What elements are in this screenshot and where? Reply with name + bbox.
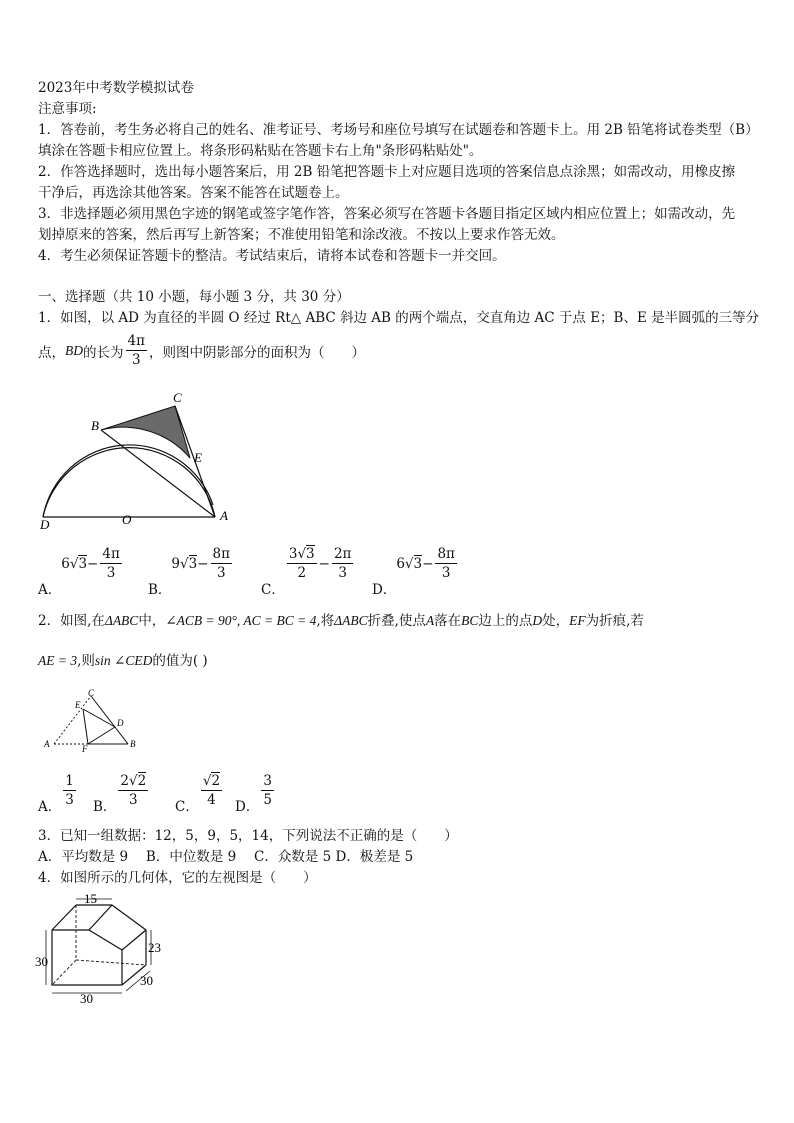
q1-option-b: B． 9 √ 3 − $\frac{8\pi}{3}$ (148, 546, 230, 598)
q1-arc-bd: BD (65, 342, 83, 358)
q1-pre: 点， (38, 344, 65, 361)
exam-page (38, 78, 768, 329)
svg-text:C: C (88, 688, 95, 698)
q1-mid: 的长为 (83, 344, 124, 361)
q1-post: ，则图中阴影部分的面积为（ ） (148, 344, 365, 361)
svg-text:A: A (44, 739, 50, 749)
svg-text:D: D (117, 718, 124, 728)
svg-text:30: 30 (80, 991, 93, 1006)
q2-option-b: B． $\frac{2√2}{3}$ (93, 773, 147, 815)
q3-options: A．平均数是 9 B．中位数是 9 C．众数是 5 D．极差是 5 (38, 849, 414, 865)
svg-text:E: E (75, 700, 81, 710)
q2-option-a: A． $\frac{1}{3}$ (38, 773, 74, 815)
note-line: 4．考生必须保证答题卡的整洁。考试结束后，请将本试卷和答题卡一并交回。 (38, 248, 506, 264)
q1-line2 (38, 332, 365, 369)
q1-option-a: A． 6 √ 3 − $\frac{4\pi}{3}$ (38, 546, 120, 598)
q2-option-c: C． $\frac{√2}{4}$ (175, 773, 221, 815)
q1-line1: 1．如图，以 AD 为直径的半圆 O 经过 Rt△ ABC 斜边 AB 的两个端点，交直角边 AC 于点 E；B、E 是半圆弧的三等分 (38, 310, 760, 326)
svg-text:F: F (82, 744, 88, 753)
q4-figure (34, 890, 174, 1010)
q1-option-c: C． $\frac{3√3}{2}$ − $\frac{2\pi}{3}$ (261, 546, 352, 598)
note-line: 干净后，再选涂其他答案。答案不能答在试题卷上。 (38, 185, 349, 201)
fig-label-e: E (194, 450, 202, 465)
q2-line2: AE = 3,则sin ∠CED的值为( ) (38, 653, 208, 669)
note-line: 划掉原来的答案，然后再写上新答案；不准使用铅笔和涂改液。不按以上要求作答无效。 (38, 227, 565, 243)
q2-option-d: D． $\frac{3}{5}$ (235, 773, 272, 815)
fig-label-a: A (220, 508, 228, 523)
q1-arc-length: $\frac{4\pi}{3}$ (127, 333, 145, 368)
svg-text:15: 15 (84, 891, 97, 906)
note-line: 3．非选择题必须用黑色字迹的钢笔或签字笔作答，答案必须写在答题卡各题目指定区域内相应位置上；如需改动，先 (38, 206, 736, 222)
exam-title: 2023年中考数学模拟试卷 (38, 80, 194, 96)
note-line: 填涂在答题卡相应位置上。将条形码粘贴在答题卡右上角"条形码粘贴处"。 (38, 143, 483, 159)
note-line: 1．答卷前，考生务必将自己的姓名、准考证号、考场号和座位号填写在试题卷和答题卡上。用 2B 铅笔将试卷类型（B） (38, 122, 759, 138)
fig-label-o: O (122, 512, 132, 527)
q2-figure (38, 688, 148, 753)
note-line: 2．作答选择题时，选出每小题答案后，用 2B 铅笔把答题卡上对应题目选项的答案信息点涂黑；如需改动，用橡皮擦 (38, 164, 736, 180)
svg-text:30: 30 (140, 973, 153, 988)
fig-label-b: B (91, 418, 99, 433)
notice-title: 注意事项: (38, 101, 97, 117)
svg-text:23: 23 (148, 940, 161, 955)
section-title: 一、选择题（共 10 小题，每小题 3 分，共 30 分） (38, 289, 350, 305)
fig-label-c: C (173, 390, 182, 405)
q1-options (38, 545, 459, 598)
fig-label-d: D (40, 517, 50, 530)
q2-options (38, 772, 276, 815)
q1-option-d: D． 6 √ 3 − $\frac{8\pi}{3}$ (372, 546, 455, 598)
q3-text: 3．已知一组数据：12，5，9，5，14，下列说法不正确的是（ ） (38, 828, 458, 844)
svg-text:30: 30 (35, 954, 48, 969)
svg-text:B: B (130, 739, 136, 749)
q4-text: 4．如图所示的几何体，它的左视图是（ ） (38, 870, 317, 886)
q2-line1: 2．如图,在ΔABC中，∠ACB = 90°, AC = BC = 4,将ΔABC折叠,使点A落在BC边上的点D处，EF为折痕,若 (38, 613, 644, 629)
q1-figure (38, 390, 238, 530)
